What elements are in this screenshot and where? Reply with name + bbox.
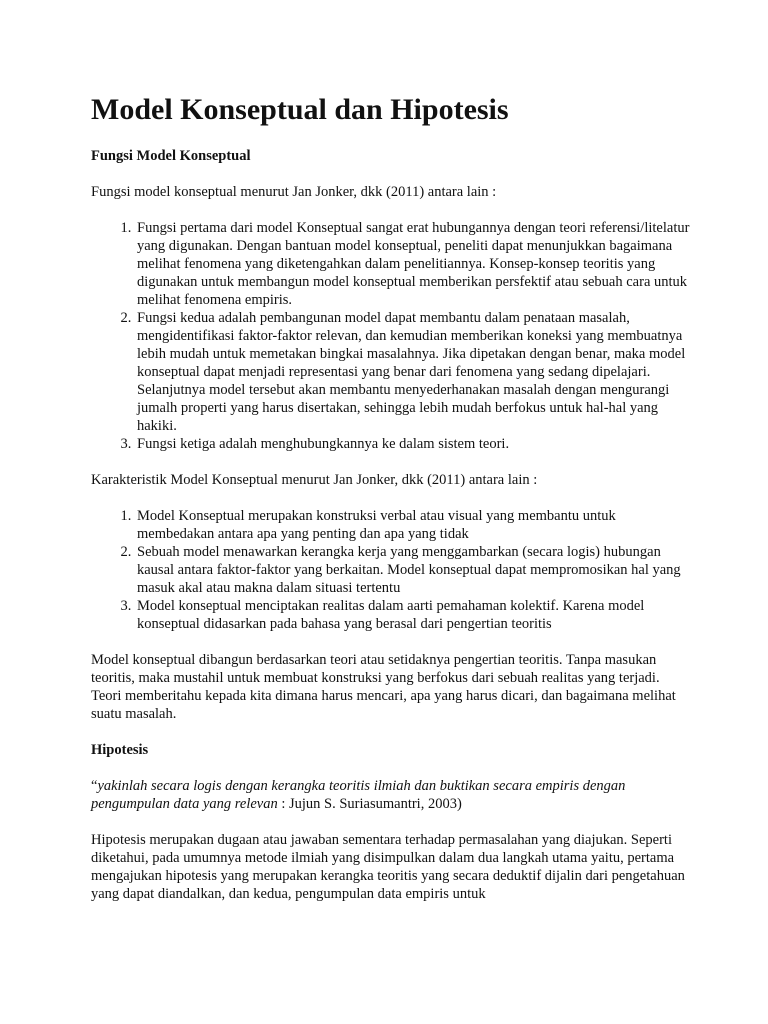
list-item: 3. Model konseptual menciptakan realitas dalam aarti pemahaman kolektif. Karena model konseptual didasarkan pada bahasa yang berasal dari pengertian teoritis [135,597,691,633]
fungsi-intro: Fungsi model konseptual menurut Jan Jonker, dkk (2011) antara lain : [91,184,497,200]
quote-open-mark: “ [91,778,98,794]
fungsi-list [91,219,691,453]
karakteristik-list [91,507,691,633]
hipotesis-quote [91,777,691,813]
list-item: 1. Model Konseptual merupakan konstruksi verbal atau visual yang membantu untuk membedakan antara apa yang penting dan apa yang tidak [135,507,691,543]
document-page [91,90,691,921]
model-konseptual-paragraph: Model konseptual dibangun berdasarkan teori atau setidaknya pengertian teoritis. Tanpa masukan teoritis, maka mustahil untuk membuat konstruksi yang berfokus dari sebuah realitas yang terjadi. Teori memberitahu kepada kita dimana harus mencari, apa yang harus dicari, dan bagaimana melihat suatu masalah. [91,652,676,722]
quote-text: yakinlah secara logis dengan kerangka teoritis ilmiah dan buktikan secara empiris dengan pengumpulan data yang relevan [91,778,626,812]
quote-source: : Jujun S. Suriasumantri, 2003) [277,796,462,812]
list-item: 1. Fungsi pertama dari model Konseptual sangat erat hubungannya dengan teori referensi/litelatur yang digunakan. Dengan bantuan model konseptual, peneliti dapat menunjukkan bagaimana melihat fenomena yang diketengahkan dalam penelitiannya. Konsep-konsep teoritis yang digunakan untuk membangun model konseptual memberikan persfektif atau sebuah cara untuk melihat fenomena empiris. [135,219,691,309]
document-title: Model Konseptual dan Hipotesis [91,93,509,126]
list-item: 3. Fungsi ketiga adalah menghubungkannya ke dalam sistem teori. [135,435,691,453]
section-heading-hipotesis: Hipotesis [91,742,149,758]
list-item: 2. Sebuah model menawarkan kerangka kerja yang menggambarkan (secara logis) hubungan kausal antara faktor-faktor yang berkaitan. Model konseptual dapat mempromosikan hal yang masuk akal atau makna dalam situasi tertentu [135,543,691,597]
list-item: 2. Fungsi kedua adalah pembangunan model dapat membantu dalam penataan masalah, mengidentifikasi faktor-faktor relevan, dan kemudian memberikan koneksi yang membuatnya lebih mudah untuk memetakan bingkai masalahnya. Jika dipetakan dengan benar, maka model konseptual dapat menjadi representasi yang benar dari fenomena yang sedang dipelajari. Selanjutnya model tersebut akan membantu menyederhanakan masalah dengan mengurangi jumalh properti yang harus disertakan, sehingga lebih mudah berfokus untuk hal-hal yang hakiki. [135,309,691,435]
karakteristik-intro: Karakteristik Model Konseptual menurut Jan Jonker, dkk (2011) antara lain : [91,472,538,488]
section-heading-fungsi: Fungsi Model Konseptual [91,148,251,164]
hipotesis-paragraph: Hipotesis merupakan dugaan atau jawaban sementara terhadap permasalahan yang diajukan. Seperti diketahui, pada umumnya metode ilmiah yang disimpulkan dalam dua langkah utama yaitu, pertama mengajukan hipotesis yang merupakan kerangka teoritis yang secara deduktif dijalin dari pengetahuan yang dapat diandalkan, dan kedua, pengumpulan data empiris untuk [91,832,685,902]
